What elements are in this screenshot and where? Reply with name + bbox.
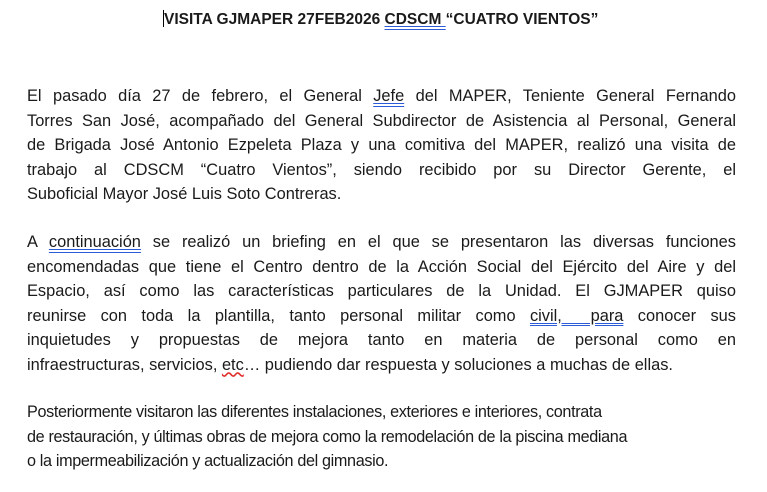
text-segment: se realizó un briefing en el que se presentaron las diversas funciones	[140, 233, 736, 251]
text-segment: del MAPER, Teniente General Fernando	[404, 87, 736, 105]
text-segment: conocer sus	[623, 306, 736, 325]
paragraph-line: inquietudes y propuestas de mejora tanto en materia de personal como en	[27, 331, 736, 349]
paragraph-line: Torres San José, acompañado del General Subdirector de Asistencia al Personal, General	[27, 111, 736, 130]
paragraph-line: Espacio, así como las características particulares de la Unidad. El GJMAPER quiso	[27, 282, 736, 300]
paragraph-1[interactable]	[27, 84, 736, 207]
grammar-flag[interactable]: Jefe	[373, 87, 405, 105]
paragraph-line	[27, 304, 736, 329]
text-segment: A	[27, 233, 49, 251]
paragraph-line	[27, 230, 736, 255]
text-segment: reunirse con toda la plantilla, tanto personal militar como	[27, 306, 530, 325]
paragraph-line: o la impermeabilización y actualización del gimnasio.	[27, 452, 389, 470]
paragraph-line: encomendadas que tiene el Centro dentro de la Acción Social del Ejército del Aire y del	[27, 257, 736, 276]
paragraph-line	[27, 353, 736, 378]
paragraph-3[interactable]	[27, 400, 736, 474]
paragraph-line	[27, 84, 736, 109]
title-part1: VISITA GJMAPER 27FEB2026	[164, 11, 385, 28]
paragraph-line: Suboficial Mayor José Luis Soto Contreras.	[27, 185, 342, 203]
document-title[interactable]	[163, 8, 598, 32]
title-grammar-flag[interactable]: CDSCM	[384, 11, 446, 28]
paragraph-line: de Brigada José Antonio Ezpeleta Plaza y una comitiva del MAPER, realizó una visita de	[27, 136, 736, 154]
paragraph-line: Posteriormente visitaron las diferentes instalaciones, exteriores e interiores, contrata	[27, 403, 602, 421]
paragraph-line: trabajo al CDSCM “Cuatro Vientos”, siendo recibido por su Director Gerente, el	[27, 160, 736, 179]
grammar-flag[interactable]: civil, para	[529, 306, 624, 325]
text-segment: infraestructuras, servicios,	[27, 355, 222, 374]
paragraph-2[interactable]	[27, 230, 736, 377]
paragraph-line: de restauración, y últimas obras de mejora como la remodelación de la piscina mediana	[27, 427, 628, 446]
grammar-flag[interactable]: continuación	[48, 233, 141, 251]
text-segment: … pudiendo dar respuesta y soluciones a muchas de ellas.	[243, 355, 673, 374]
title-part2: “CUATRO VIENTOS”	[445, 11, 599, 28]
text-segment: El pasado día 27 de febrero, el General	[27, 87, 374, 105]
spelling-flag[interactable]: etc	[221, 355, 244, 374]
